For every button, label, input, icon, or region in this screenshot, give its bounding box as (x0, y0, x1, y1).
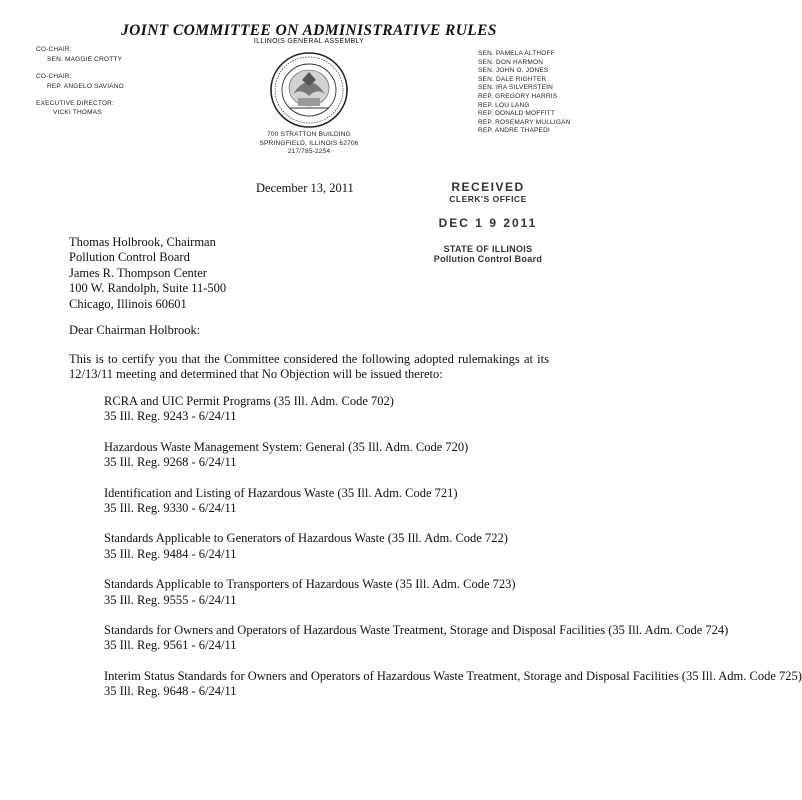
recipient-org: Pollution Control Board (69, 250, 190, 265)
rulemaking-title: Standards Applicable to Transporters of Hazardous Waste (35 Ill. Adm. Code 723) (104, 577, 516, 592)
rulemaking-title: Interim Status Standards for Owners and Operators of Hazardous Waste Treatment, Storage and Disposal Facilities (35 Ill. Adm. Code 725) (104, 668, 802, 683)
rulemaking-title: RCRA and UIC Permit Programs (35 Ill. Adm. Code 702) (104, 394, 394, 408)
register-reference: 35 Ill. Reg. 9484 - 6/24/11 (104, 546, 237, 561)
rulemaking-item (104, 668, 802, 700)
address-line: 700 STRATTON BUILDING (267, 131, 351, 138)
rulemaking-item (104, 486, 548, 517)
register-reference: 35 Ill. Reg. 9330 - 6/24/11 (104, 501, 237, 516)
recipient-city: Chicago, Illinois 60601 (69, 296, 187, 311)
recipient-name: Thomas Holbrook, Chairman (69, 235, 216, 249)
stamp-state: STATE OF ILLINOIS (443, 244, 533, 254)
committee-members-list (478, 50, 571, 136)
co-chair-label: CO-CHAIR: (36, 46, 72, 53)
rulemaking-title: Standards for Owners and Operators of Hazardous Waste Treatment, Storage and Disposal Facilities (35 Ill. Adm. Code 724) (104, 623, 729, 638)
member: SEN. DON HARMON (478, 58, 544, 66)
state-seal-icon (262, 50, 356, 130)
rulemaking-item (104, 623, 729, 654)
member: SEN. JOHN O. JONES (478, 67, 549, 75)
rulemaking-list (104, 394, 802, 715)
phone-number: 217/785-2254 (287, 148, 331, 156)
rulemaking-item (104, 577, 548, 608)
letter-date: December 13, 2011 (256, 181, 354, 195)
stamp-board: Pollution Control Board (433, 254, 543, 264)
member: SEN. IRA SILVERSTEIN (478, 84, 554, 92)
recipient-street: 100 W. Randolph, Suite 11-500 (69, 281, 227, 296)
member: REP. ROSEMARY MULLIGAN (478, 118, 571, 126)
address-line: SPRINGFIELD, ILLINOIS 62706 (259, 139, 359, 147)
co-chair-label-2: CO-CHAIR: (36, 73, 72, 80)
co-chair-senator: SEN. MAGGIE CROTTY (47, 56, 123, 63)
stamp-received: RECEIVED (451, 180, 525, 194)
salutation: Dear Chairman Holbrook: (69, 323, 201, 337)
rulemaking-title: Standards Applicable to Generators of Hazardous Waste (35 Ill. Adm. Code 722) (104, 531, 508, 546)
rulemaking-item (104, 394, 548, 425)
rulemaking-item (104, 440, 548, 471)
rulemaking-title: Identification and Listing of Hazardous Waste (35 Ill. Adm. Code 721) (104, 485, 458, 500)
register-reference: 35 Ill. Reg. 9268 - 6/24/11 (104, 455, 237, 470)
general-assembly-subtitle: ILLINOIS GENERAL ASSEMBLY (253, 38, 365, 45)
executive-director-name: VICKI THOMAS (53, 109, 102, 116)
member: SEN. DALE RIGHTER (478, 75, 547, 83)
member: REP. ANDRE THAPEDI (478, 127, 550, 135)
register-reference: 35 Ill. Reg. 9561 - 6/24/11 (104, 638, 237, 653)
committee-title: JOINT COMMITTEE ON ADMINISTRATIVE RULES (121, 22, 497, 39)
register-reference: 35 Ill. Reg. 9555 - 6/24/11 (104, 592, 237, 607)
stamp-date: DEC 1 9 2011 (438, 216, 538, 230)
recipient-building: James R. Thompson Center (69, 265, 207, 280)
stamp-clerks-office: CLERK'S OFFICE (449, 194, 527, 204)
member: REP. LOU LANG (478, 101, 530, 109)
rulemaking-title: Hazardous Waste Management System: General (35 Ill. Adm. Code 720) (104, 439, 469, 454)
office-address (0, 131, 618, 157)
register-reference: 35 Ill. Reg. 9243 - 6/24/11 (104, 409, 237, 424)
rulemaking-item (104, 531, 548, 562)
intro-paragraph: This is to certify you that the Committee considered the following adopted rulemakings at its 12/13/11 meeting and determined that No Objection will be issued thereto: (69, 352, 549, 382)
recipient-address (69, 235, 226, 312)
register-reference: 35 Ill. Reg. 9648 - 6/24/11 (104, 684, 237, 699)
received-stamp (428, 180, 548, 264)
member: REP. DONALD MOFFITT (478, 110, 555, 118)
member: REP. GREGORY HARRIS (478, 92, 558, 100)
member: SEN. PAMELA ALTHOFF (478, 50, 555, 57)
co-chair-representative: REP. ANGELO SAVIANO (47, 83, 124, 90)
executive-director-label: EXECUTIVE DIRECTOR: (36, 100, 115, 107)
